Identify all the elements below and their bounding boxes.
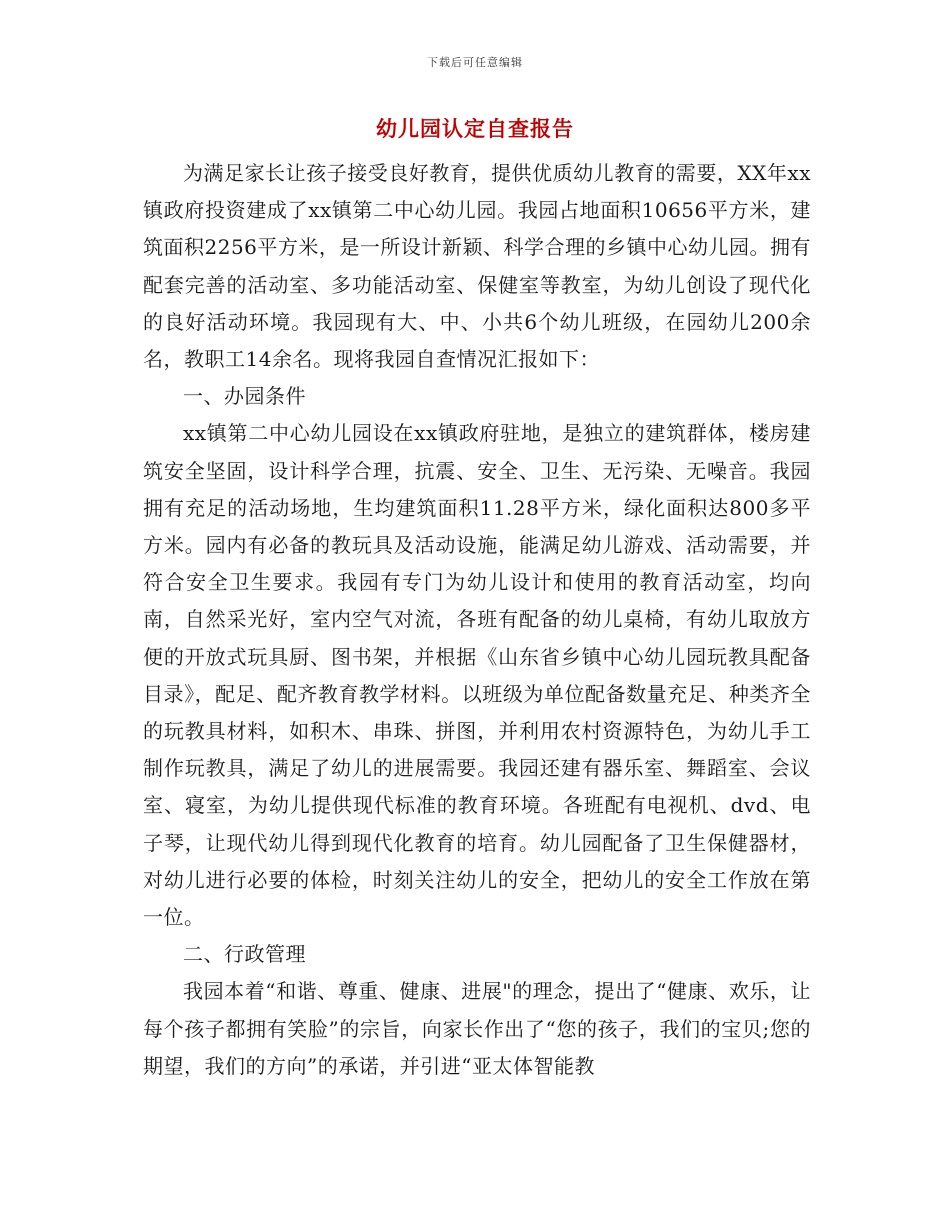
document-title: 幼儿园认定自查报告	[376, 116, 574, 141]
paragraph-administration: 我园本着“和谐、尊重、健康、进展"的理念，提出了“健康、欢乐，让每个孩子都拥有笑脸”的宗旨，向家长作出了“您的孩子，我们的宝贝;您的期望，我们的方向”的承诺，并引进“亚太体智能教	[143, 979, 811, 1078]
document-body	[143, 155, 811, 1085]
section-heading-administration: 二、行政管理	[183, 942, 306, 967]
paragraph-conditions: xx镇第二中心幼儿园设在xx镇政府驻地，是独立的建筑群体，楼房建筑安全坚固，设计科学合理，抗震、安全、卫生、无污染、无噪音。我园拥有充足的活动场地，生均建筑面积11.28平方米，绿化面积达800多平方米。园内有必备的教玩具及活动设施，能满足幼儿游戏、活动需要，并符合安全卫生要求。我园有专门为幼儿设计和使用的教育活动室，均向南，自然采光好，室内空气对流，各班有配备的幼儿桌椅，有幼儿取放方便的开放式玩具厨、图书架，并根据《山东省乡镇中心幼儿园玩教具配备目录》，配足、配齐教育教学材料。以班级为单位配备数量充足、种类齐全的玩教具材料，如积木、串珠、拼图，并利用农村资源特色，为幼儿手工制作玩教具，满足了幼儿的进展需要。我园还建有器乐室、舞蹈室、会议室、寝室，为幼儿提供现代标准的教育环境。各班配有电视机、dvd、电子琴，让现代幼儿得到现代化教育的培育。幼儿园配备了卫生保健器材，对幼儿进行必要的体检，时刻关注幼儿的安全，把幼儿的安全工作放在第一位。	[143, 421, 811, 930]
page-header-note: 下载后可任意编辑	[427, 56, 523, 69]
section-heading-conditions: 一、办园条件	[183, 384, 306, 409]
paragraph-intro: 为满足家长让孩子接受良好教育，提供优质幼儿教育的需要，XX年xx镇政府投资建成了xx镇第二中心幼儿园。我园占地面积10656平方米，建筑面积2256平方米，是一所设计新颖、科学合理的乡镇中心幼儿园。拥有配套完善的活动室、多功能活动室、保健室等教室，为幼儿创设了现代化的良好活动环境。我园现有大、中、小共6个幼儿班级，在园幼儿200余名，教职工14余名。现将我园自查情况汇报如下：	[143, 161, 811, 372]
